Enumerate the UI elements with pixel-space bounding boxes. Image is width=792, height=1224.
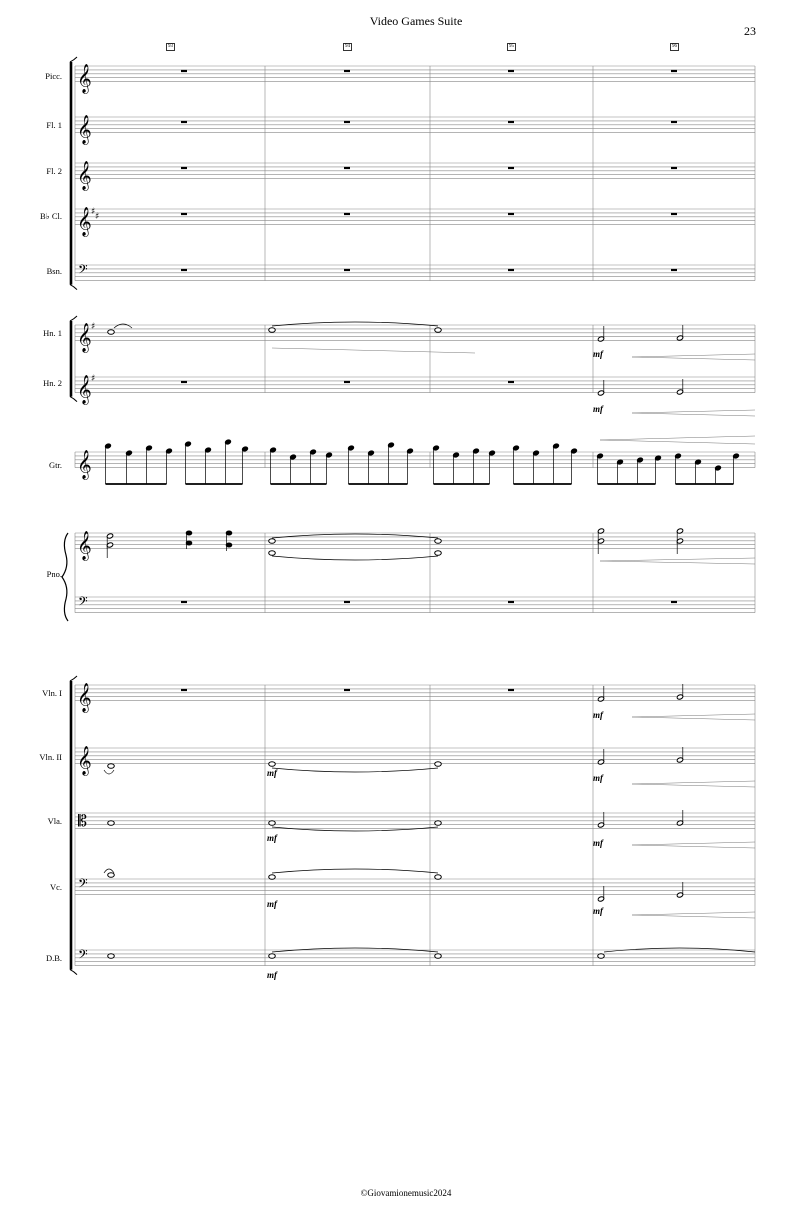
sharp-accidental: ♯ — [91, 322, 96, 332]
whole-note — [269, 328, 276, 333]
whole-note — [435, 551, 442, 556]
staves — [75, 63, 755, 966]
quarter-note — [226, 543, 232, 547]
copyright-footer: ©Giovamionemusic2024 — [360, 1188, 452, 1198]
label-bassoon: Bsn. — [46, 266, 62, 276]
label-piano: Pno. — [46, 569, 62, 579]
dynamic-mf: mf — [267, 768, 277, 778]
bass-clef: 𝄢 — [78, 594, 88, 612]
whole-note — [108, 821, 115, 826]
whole-note — [108, 330, 115, 335]
whole-rest — [671, 601, 677, 603]
label-horn-1: Hn. 1 — [43, 328, 62, 338]
tie — [272, 556, 438, 560]
treble-clef: 𝄞 — [77, 63, 92, 93]
treble-clef: 𝄞 — [77, 449, 92, 479]
dynamic-mf: mf — [593, 773, 603, 783]
bracket-hook — [70, 57, 77, 62]
crescendo-hairpin — [272, 348, 475, 353]
whole-rest — [671, 269, 677, 271]
measure-number-94: 94 — [345, 44, 350, 49]
crescendo-hairpin — [632, 714, 755, 720]
notes — [105, 325, 740, 958]
tie — [272, 768, 438, 772]
dynamic-mf: mf — [267, 970, 277, 980]
whole-rest — [671, 121, 677, 123]
whole-note — [435, 328, 442, 333]
whole-note — [108, 764, 115, 769]
whole-rest — [508, 269, 514, 271]
whole-rest — [181, 381, 187, 383]
score-title: Video Games Suite — [369, 14, 463, 28]
treble-clef: 𝄞 — [77, 745, 92, 775]
bracket-hook — [70, 316, 77, 321]
sharp-accidental: ♯ — [95, 212, 100, 222]
treble-clef: 𝄞 — [77, 322, 92, 352]
label-viola: Vla. — [47, 816, 62, 826]
whole-rest — [344, 167, 350, 169]
tie — [272, 827, 438, 831]
whole-rest — [671, 70, 677, 72]
bass-clef: 𝄢 — [78, 947, 88, 965]
piano-brace — [62, 533, 68, 621]
label-guitar: Gtr. — [49, 460, 62, 470]
whole-rest — [508, 601, 514, 603]
whole-note — [269, 875, 276, 880]
whole-rest — [508, 167, 514, 169]
whole-rest — [181, 601, 187, 603]
treble-clef: 𝄞 — [77, 530, 92, 560]
label-violin-2: Vln. II — [39, 752, 62, 762]
alto-clef: 𝄡 — [78, 811, 87, 830]
treble-clef: 𝄞 — [77, 160, 92, 190]
whole-note — [435, 762, 442, 767]
whole-rest — [344, 269, 350, 271]
whole-note — [269, 954, 276, 959]
whole-rest — [344, 601, 350, 603]
dynamic-mf: mf — [593, 906, 603, 916]
bracket-hook — [70, 970, 77, 975]
tie — [104, 770, 114, 774]
whole-note — [269, 539, 276, 544]
bass-clef: 𝄢 — [78, 262, 88, 280]
quarter-note — [186, 541, 192, 545]
dynamic-mf: mf — [593, 710, 603, 720]
bracket-hook — [70, 285, 77, 290]
crescendo-hairpin — [600, 558, 755, 564]
treble-clef: 𝄞 — [77, 206, 92, 236]
quarter-note — [226, 531, 232, 535]
whole-rest — [671, 213, 677, 215]
whole-rest — [344, 689, 350, 691]
whole-rest — [508, 381, 514, 383]
whole-rest — [508, 213, 514, 215]
whole-rest — [344, 213, 350, 215]
barlines — [75, 63, 755, 966]
dynamic-mf: mf — [267, 833, 277, 843]
whole-note — [435, 954, 442, 959]
measure-number-95: 95 — [509, 44, 514, 49]
tie — [114, 324, 132, 328]
whole-note — [435, 875, 442, 880]
whole-rest — [344, 381, 350, 383]
whole-note — [108, 954, 115, 959]
label-flute-2: Fl. 2 — [46, 166, 62, 176]
whole-rest — [181, 689, 187, 691]
dynamic-mf: mf — [267, 899, 277, 909]
whole-note — [435, 539, 442, 544]
label-piccolo: Picc. — [45, 71, 62, 81]
whole-note — [435, 821, 442, 826]
crescendo-hairpin — [632, 410, 755, 416]
hairpins — [272, 348, 755, 918]
quarter-note — [186, 531, 192, 535]
whole-rest — [181, 70, 187, 72]
whole-rest — [508, 70, 514, 72]
dynamic-mf: mf — [593, 349, 603, 359]
whole-rest — [344, 121, 350, 123]
treble-clef: 𝄞 — [77, 682, 92, 712]
sharp-accidental: ♯ — [91, 207, 96, 217]
whole-rest — [181, 213, 187, 215]
crescendo-hairpin — [632, 354, 755, 360]
dynamic-mf: mf — [593, 404, 603, 414]
treble-clef: 𝄞 — [77, 114, 92, 144]
label-double-bass: D.B. — [45, 953, 62, 963]
bracket-hook — [70, 397, 77, 402]
bracket-hook — [70, 676, 77, 681]
label-cello: Vc. — [49, 882, 62, 892]
tie — [272, 534, 438, 538]
whole-rest — [181, 121, 187, 123]
whole-rest — [508, 121, 514, 123]
whole-rest — [181, 269, 187, 271]
measure-number-96: 96 — [672, 44, 677, 49]
measure-number-93: 93 — [168, 44, 173, 49]
crescendo-hairpin — [600, 436, 755, 444]
crescendo-hairpin — [632, 912, 755, 918]
whole-rest — [508, 689, 514, 691]
label-flute-1: Fl. 1 — [46, 120, 62, 130]
label-violin-1: Vln. I — [42, 688, 62, 698]
whole-rest — [671, 167, 677, 169]
tie — [272, 869, 438, 873]
crescendo-hairpin — [632, 842, 755, 848]
whole-note — [269, 551, 276, 556]
sharp-accidental: ♯ — [91, 374, 96, 384]
whole-note — [269, 762, 276, 767]
whole-rest — [344, 70, 350, 72]
treble-clef: 𝄞 — [77, 374, 92, 404]
whole-note — [598, 954, 605, 959]
ties — [104, 322, 755, 952]
clefs — [77, 64, 99, 965]
page-number: 23 — [744, 24, 756, 38]
whole-note — [269, 821, 276, 826]
label-horn-2: Hn. 2 — [43, 378, 62, 388]
whole-rest — [181, 167, 187, 169]
tie — [272, 322, 438, 326]
dynamic-mf: mf — [593, 838, 603, 848]
whole-note — [108, 873, 115, 878]
label-bass-clarinet: B♭ Cl. — [40, 211, 62, 221]
crescendo-hairpin — [632, 781, 755, 787]
bass-clef: 𝄢 — [78, 876, 88, 894]
